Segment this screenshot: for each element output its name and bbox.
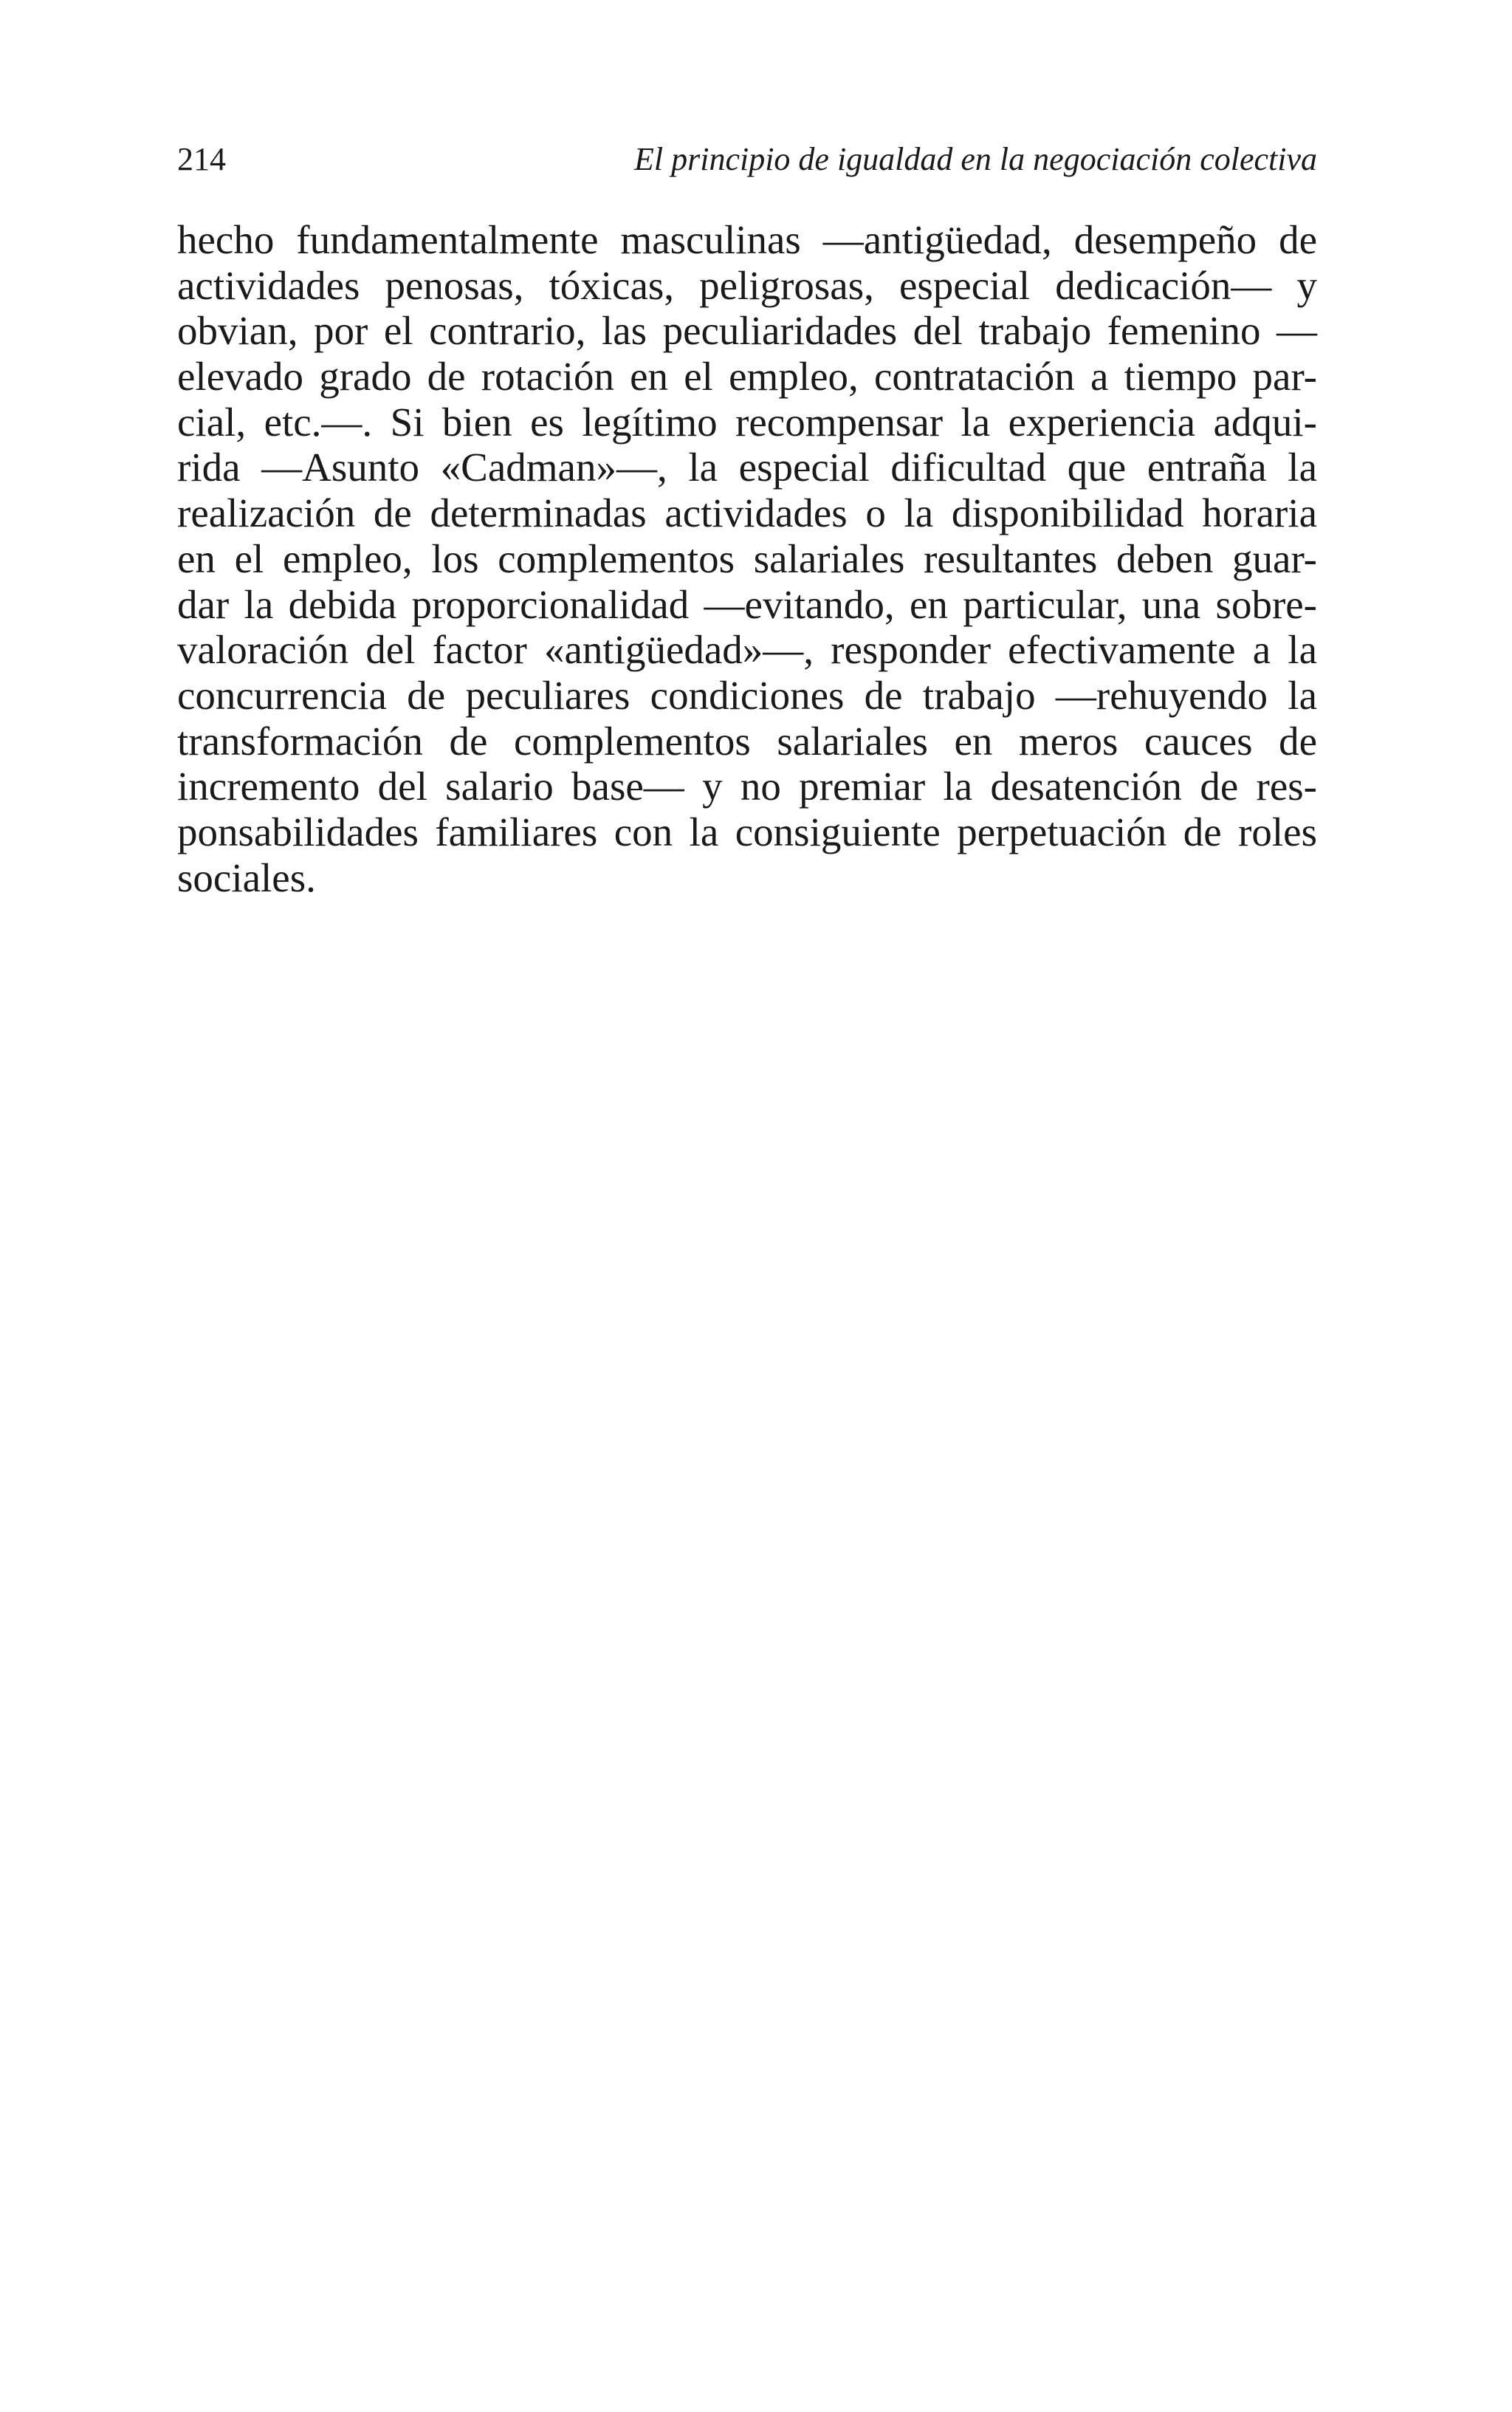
running-title: El principio de igualdad en la negociación colectiva <box>634 141 1317 177</box>
running-head <box>177 137 1317 182</box>
text-line: hecho fundamentalmente masculinas —antigüedad, desempeño de <box>177 217 1317 262</box>
text-line: incremento del salario base— y no premiar la desatención de res- <box>177 764 1317 809</box>
text-line: obvian, por el contrario, las peculiaridades del trabajo femenino — <box>177 308 1317 354</box>
text-line: ponsabilidades familiares con la consiguiente perpetuación de roles <box>177 809 1317 854</box>
text-line: realización de determinadas actividades o la disponibilidad horaria <box>177 490 1317 536</box>
page-number: 214 <box>177 141 226 177</box>
text-line: en el empleo, los complementos salariales resultantes deben guar- <box>177 535 1317 581</box>
text-line: rida —Asunto «Cadman»—, la especial dificultad que entraña la <box>177 445 1317 490</box>
text-line: transformación de complementos salariales en meros cauces de <box>177 718 1317 764</box>
text-line: valoración del factor «antigüedad»—, responder efectivamente a la <box>177 627 1317 673</box>
text-line: cial, etc.—. Si bien es legítimo recompensar la experiencia adqui- <box>177 399 1317 445</box>
body-paragraph <box>177 217 1317 900</box>
text-line: dar la debida proporcionalidad —evitando, en particular, una sobre- <box>177 581 1317 627</box>
text-line: elevado grado de rotación en el empleo, contratación a tiempo par- <box>177 354 1317 400</box>
text-line: sociales. <box>177 854 316 900</box>
text-line: concurrencia de peculiares condiciones de trabajo —rehuyendo la <box>177 672 1317 718</box>
book-page <box>177 0 1317 2412</box>
text-line: actividades penosas, tóxicas, peligrosas, especial dedicación— y <box>177 262 1317 308</box>
